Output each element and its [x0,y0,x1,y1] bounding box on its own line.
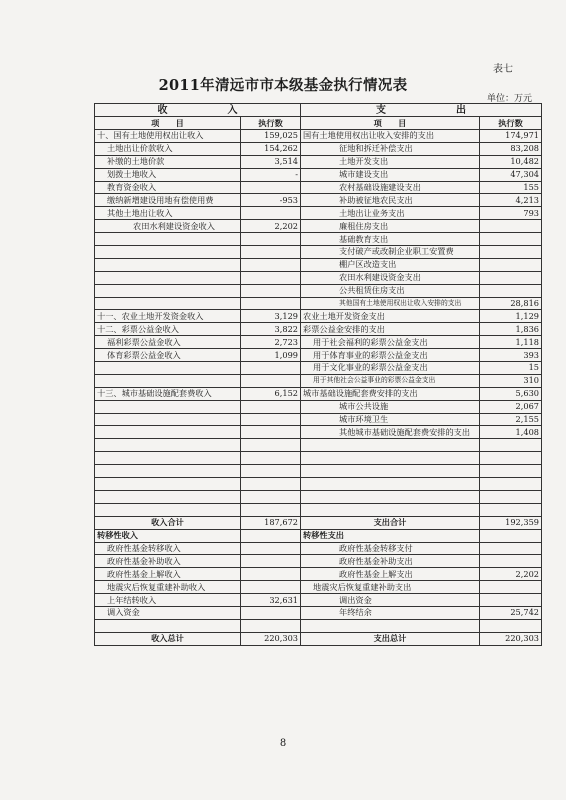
table-row [95,400,542,413]
income-item-cell: 体育彩票公益金收入 [95,349,241,362]
income-amount-cell [241,568,301,581]
table-row [95,490,542,503]
expense-amount-cell: 5,630 [480,387,542,400]
income-item-cell [95,400,241,413]
income-item-cell: 缴纳新增建设用地有偿使用费 [95,194,241,207]
expense-amount-cell: 174,971 [480,130,542,143]
expense-item-cell: 基础教育支出 [301,233,480,246]
expense-amount-cell: 28,816 [480,297,542,310]
income-item-cell: 教育资金收入 [95,181,241,194]
table-row [95,194,542,207]
section-header-row [95,104,542,117]
table-row [95,362,542,375]
income-amount-cell [241,246,301,259]
income-amount-cell [241,258,301,271]
expense-amount-cell: 1,408 [480,426,542,439]
income-amount-cell [241,284,301,297]
table-row [95,168,542,181]
income-item-cell: 调入资金 [95,606,241,619]
income-amount-cell: - [241,168,301,181]
expense-item-cell: 政府性基金上解支出 [301,568,480,581]
table-row [95,413,542,426]
expense-item-cell: 用于社会福利的彩票公益金支出 [301,336,480,349]
table-row [95,542,542,555]
expense-amount-cell [480,619,542,632]
income-amount-cell [241,555,301,568]
expense-item-cell [301,478,480,491]
expense-item-cell: 年终结余 [301,606,480,619]
income-amount-header: 执行数 [241,117,301,130]
expense-item-cell: 农村基础设施建设支出 [301,181,480,194]
table-row [95,220,542,233]
table-row [95,606,542,619]
table-row [95,516,542,529]
table-row [95,387,542,400]
expense-section-header: 支 出 [301,104,542,117]
expense-amount-cell [480,439,542,452]
expense-amount-cell: 220,303 [480,632,542,645]
expense-amount-cell: 4,213 [480,194,542,207]
expense-amount-cell [480,503,542,516]
income-amount-cell: 2,723 [241,336,301,349]
income-amount-cell [241,606,301,619]
table-row [95,297,542,310]
income-item-cell [95,413,241,426]
expense-amount-header: 执行数 [480,117,542,130]
expense-amount-cell: 1,129 [480,310,542,323]
income-amount-cell [241,452,301,465]
table-row [95,181,542,194]
income-item-cell [95,439,241,452]
income-item-cell: 十三、城市基础设施配套费收入 [95,387,241,400]
expense-item-header: 项 目 [301,117,480,130]
expense-amount-cell: 25,742 [480,606,542,619]
expense-item-cell [301,503,480,516]
expense-item-cell: 农田水利建设资金支出 [301,271,480,284]
table-row [95,555,542,568]
expense-item-cell: 城市环境卫生 [301,413,480,426]
income-item-header: 项 目 [95,117,241,130]
expense-item-cell: 转移性支出 [301,529,480,542]
page-title: 2011年清远市市本级基金执行情况表 [158,77,408,94]
income-section-header: 收 入 [95,104,301,117]
income-item-cell [95,362,241,375]
income-amount-cell [241,181,301,194]
income-item-cell: 补缴的土地价款 [95,155,241,168]
expense-amount-cell: 1,836 [480,323,542,336]
income-amount-cell [241,233,301,246]
expense-item-cell: 补助被征地农民支出 [301,194,480,207]
expense-item-cell: 彩票公益金安排的支出 [301,323,480,336]
income-amount-cell [241,529,301,542]
income-item-cell [95,490,241,503]
expense-amount-cell: 10,482 [480,155,542,168]
expense-item-cell: 其他城市基础设施配套费安排的支出 [301,426,480,439]
fund-execution-table [94,103,542,646]
income-item-cell: 政府性基金转移收入 [95,542,241,555]
expense-item-cell [301,490,480,503]
income-amount-cell: 154,262 [241,142,301,155]
income-item-cell [95,374,241,387]
expense-item-cell: 土地出让业务支出 [301,207,480,220]
income-item-cell: 十一、农业土地开发资金收入 [95,310,241,323]
table-row [95,503,542,516]
table-row [95,323,542,336]
income-amount-cell [241,271,301,284]
income-item-cell: 收入合计 [95,516,241,529]
expense-item-cell: 支出合计 [301,516,480,529]
expense-item-cell: 支出总计 [301,632,480,645]
income-item-cell [95,258,241,271]
income-item-cell [95,619,241,632]
expense-item-cell [301,452,480,465]
income-item-cell: 上年结转收入 [95,594,241,607]
income-item-cell: 划拨土地收入 [95,168,241,181]
income-amount-cell: 3,822 [241,323,301,336]
table-row [95,258,542,271]
expense-amount-cell: 15 [480,362,542,375]
income-amount-cell: 3,129 [241,310,301,323]
income-amount-cell [241,503,301,516]
expense-amount-cell: 793 [480,207,542,220]
expense-amount-cell [480,284,542,297]
income-item-cell: 福利彩票公益金收入 [95,336,241,349]
income-item-cell: 农田水利建设资金收入 [95,220,241,233]
income-amount-cell: 159,025 [241,130,301,143]
table-row [95,632,542,645]
table-number: 表七 [493,64,513,75]
expense-amount-cell [480,258,542,271]
income-amount-cell [241,374,301,387]
income-item-cell [95,465,241,478]
table-row [95,155,542,168]
income-item-cell: 其他土地出让收入 [95,207,241,220]
income-amount-cell [241,362,301,375]
expense-amount-cell [480,271,542,284]
expense-item-cell: 政府性基金转移支付 [301,542,480,555]
table-row [95,426,542,439]
income-item-cell: 十二、彩票公益金收入 [95,323,241,336]
expense-amount-cell: 393 [480,349,542,362]
table-row [95,349,542,362]
expense-item-cell: 国有土地使用权出让收入安排的支出 [301,130,480,143]
expense-item-cell: 廉租住房支出 [301,220,480,233]
expense-amount-cell [480,594,542,607]
table-row [95,452,542,465]
table-row [95,233,542,246]
expense-amount-cell: 2,067 [480,400,542,413]
expense-amount-cell [480,465,542,478]
table-row [95,568,542,581]
income-amount-cell: 1,099 [241,349,301,362]
income-amount-cell: 3,514 [241,155,301,168]
expense-item-cell: 城市基础设施配套费安排的支出 [301,387,480,400]
income-item-cell [95,478,241,491]
income-amount-cell [241,542,301,555]
income-item-cell: 土地出让价款收入 [95,142,241,155]
income-item-cell [95,271,241,284]
income-amount-cell: 2,202 [241,220,301,233]
income-amount-cell [241,490,301,503]
income-amount-cell: 6,152 [241,387,301,400]
expense-amount-cell [480,478,542,491]
expense-item-cell: 用于其他社会公益事业的彩票公益金支出 [301,374,480,387]
table-row [95,336,542,349]
expense-item-cell [301,619,480,632]
expense-amount-cell [480,529,542,542]
expense-item-cell: 政府性基金补助支出 [301,555,480,568]
income-amount-cell [241,400,301,413]
table-row [95,439,542,452]
expense-item-cell: 城市建设支出 [301,168,480,181]
income-item-cell [95,246,241,259]
expense-amount-cell: 1,118 [480,336,542,349]
table-row [95,619,542,632]
income-amount-cell [241,465,301,478]
expense-item-cell: 土地开发支出 [301,155,480,168]
expense-amount-cell [480,555,542,568]
income-item-cell [95,426,241,439]
expense-item-cell: 农业土地开发资金支出 [301,310,480,323]
expense-amount-cell: 47,304 [480,168,542,181]
income-item-cell [95,503,241,516]
expense-amount-cell [480,220,542,233]
income-amount-cell: 32,631 [241,594,301,607]
table-row [95,246,542,259]
income-item-cell [95,452,241,465]
expense-item-cell: 用于文化事业的彩票公益金支出 [301,362,480,375]
unit-label: 单位：万元 [487,94,533,104]
income-amount-cell [241,426,301,439]
table-row [95,207,542,220]
income-amount-cell [241,207,301,220]
column-header-row [95,117,542,130]
table-row [95,594,542,607]
table-row [95,130,542,143]
expense-item-cell: 其他国有土地使用权出让收入安排的支出 [301,297,480,310]
expense-item-cell: 棚户区改造支出 [301,258,480,271]
income-amount-cell: 220,303 [241,632,301,645]
income-item-cell: 收入总计 [95,632,241,645]
table-row [95,374,542,387]
income-amount-cell: 187,672 [241,516,301,529]
expense-amount-cell: 2,202 [480,568,542,581]
expense-amount-cell [480,581,542,594]
expense-amount-cell [480,452,542,465]
table-row [95,142,542,155]
income-item-cell: 政府性基金上解收入 [95,568,241,581]
income-item-cell: 政府性基金补助收入 [95,555,241,568]
income-amount-cell [241,439,301,452]
expense-amount-cell: 192,359 [480,516,542,529]
expense-amount-cell [480,233,542,246]
expense-item-cell: 用于体育事业的彩票公益金支出 [301,349,480,362]
table-row [95,271,542,284]
income-amount-cell [241,297,301,310]
expense-amount-cell [480,490,542,503]
table-row [95,478,542,491]
table-row [95,310,542,323]
expense-item-cell: 征地和拆迁补偿支出 [301,142,480,155]
expense-item-cell: 支付破产或改制企业职工安置费 [301,246,480,259]
expense-item-cell: 地震灾后恢复重建补助支出 [301,581,480,594]
income-amount-cell [241,581,301,594]
expense-item-cell [301,439,480,452]
expense-amount-cell: 310 [480,374,542,387]
table-row [95,581,542,594]
expense-amount-cell: 2,155 [480,413,542,426]
income-item-cell: 地震灾后恢复重建补助收入 [95,581,241,594]
expense-amount-cell [480,246,542,259]
income-amount-cell [241,619,301,632]
income-item-cell [95,297,241,310]
income-item-cell [95,233,241,246]
expense-item-cell: 城市公共设施 [301,400,480,413]
table-row [95,284,542,297]
table-row [95,465,542,478]
income-amount-cell [241,413,301,426]
income-amount-cell: -953 [241,194,301,207]
expense-amount-cell: 155 [480,181,542,194]
expense-amount-cell: 83,208 [480,142,542,155]
income-item-cell: 十、国有土地使用权出让收入 [95,130,241,143]
page-number: 8 [279,738,287,749]
table-row [95,529,542,542]
expense-item-cell: 调出资金 [301,594,480,607]
expense-item-cell [301,465,480,478]
income-item-cell [95,284,241,297]
income-amount-cell [241,478,301,491]
income-item-cell: 转移性收入 [95,529,241,542]
expense-item-cell: 公共租赁住房支出 [301,284,480,297]
expense-amount-cell [480,542,542,555]
